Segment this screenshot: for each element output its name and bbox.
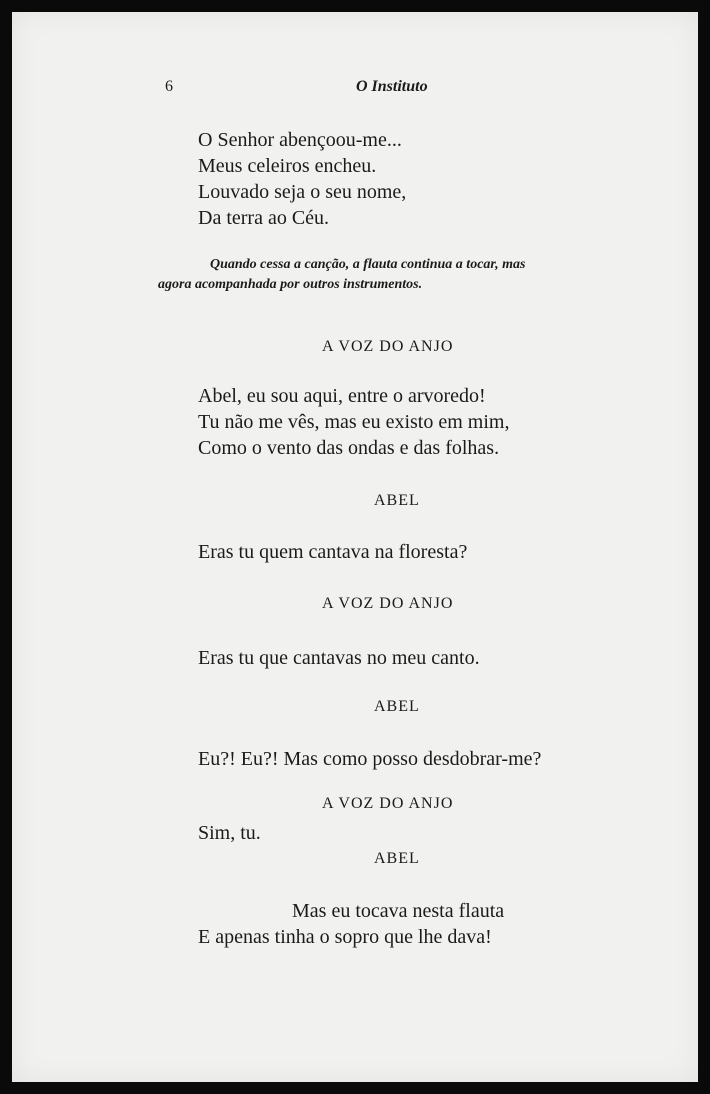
speaker-abel: ABEL <box>374 850 420 867</box>
stage-direction <box>158 255 654 295</box>
angel-speech-2: Eras tu que cantavas no meu canto. <box>198 647 480 669</box>
verse-line: Como o vento das ondas e das folhas. <box>198 437 500 459</box>
stage-direction-line: Quando cessa a canção, a flauta continua a tocar, mas <box>210 257 526 272</box>
verse-line: Louvado seja o seu nome, <box>198 181 407 203</box>
speaker-angel: A VOZ DO ANJO <box>322 795 454 812</box>
verse-line: Abel, eu sou aqui, entre o arvoredo! <box>198 385 486 407</box>
speaker-abel: ABEL <box>374 492 420 509</box>
verse-line: Meus celeiros encheu. <box>198 155 377 177</box>
verse-line: Da terra ao Céu. <box>198 207 330 229</box>
speaker-angel: A VOZ DO ANJO <box>322 595 454 612</box>
angel-speech-3: Sim, tu. <box>198 822 261 844</box>
abel-speech-1: Eras tu quem cantava na floresta? <box>198 541 468 563</box>
page-number: 6 <box>165 78 173 95</box>
verse-line: Mas eu tocava nesta flauta <box>292 900 505 922</box>
abel-speech-2: Eu?! Eu?! Mas como posso desdobrar-me? <box>198 748 542 770</box>
verse-line: Tu não me vês, mas eu existo em mim, <box>198 411 510 433</box>
verse-line: E apenas tinha o sopro que lhe dava! <box>198 926 492 948</box>
stage-direction-line: agora acompanhada por outros instrumentos. <box>158 277 423 292</box>
running-title: O Instituto <box>356 78 428 95</box>
book-page <box>12 12 698 1082</box>
verse-line: O Senhor abençoou-me... <box>198 129 402 151</box>
speaker-abel: ABEL <box>374 698 420 715</box>
speaker-angel: A VOZ DO ANJO <box>322 338 454 355</box>
